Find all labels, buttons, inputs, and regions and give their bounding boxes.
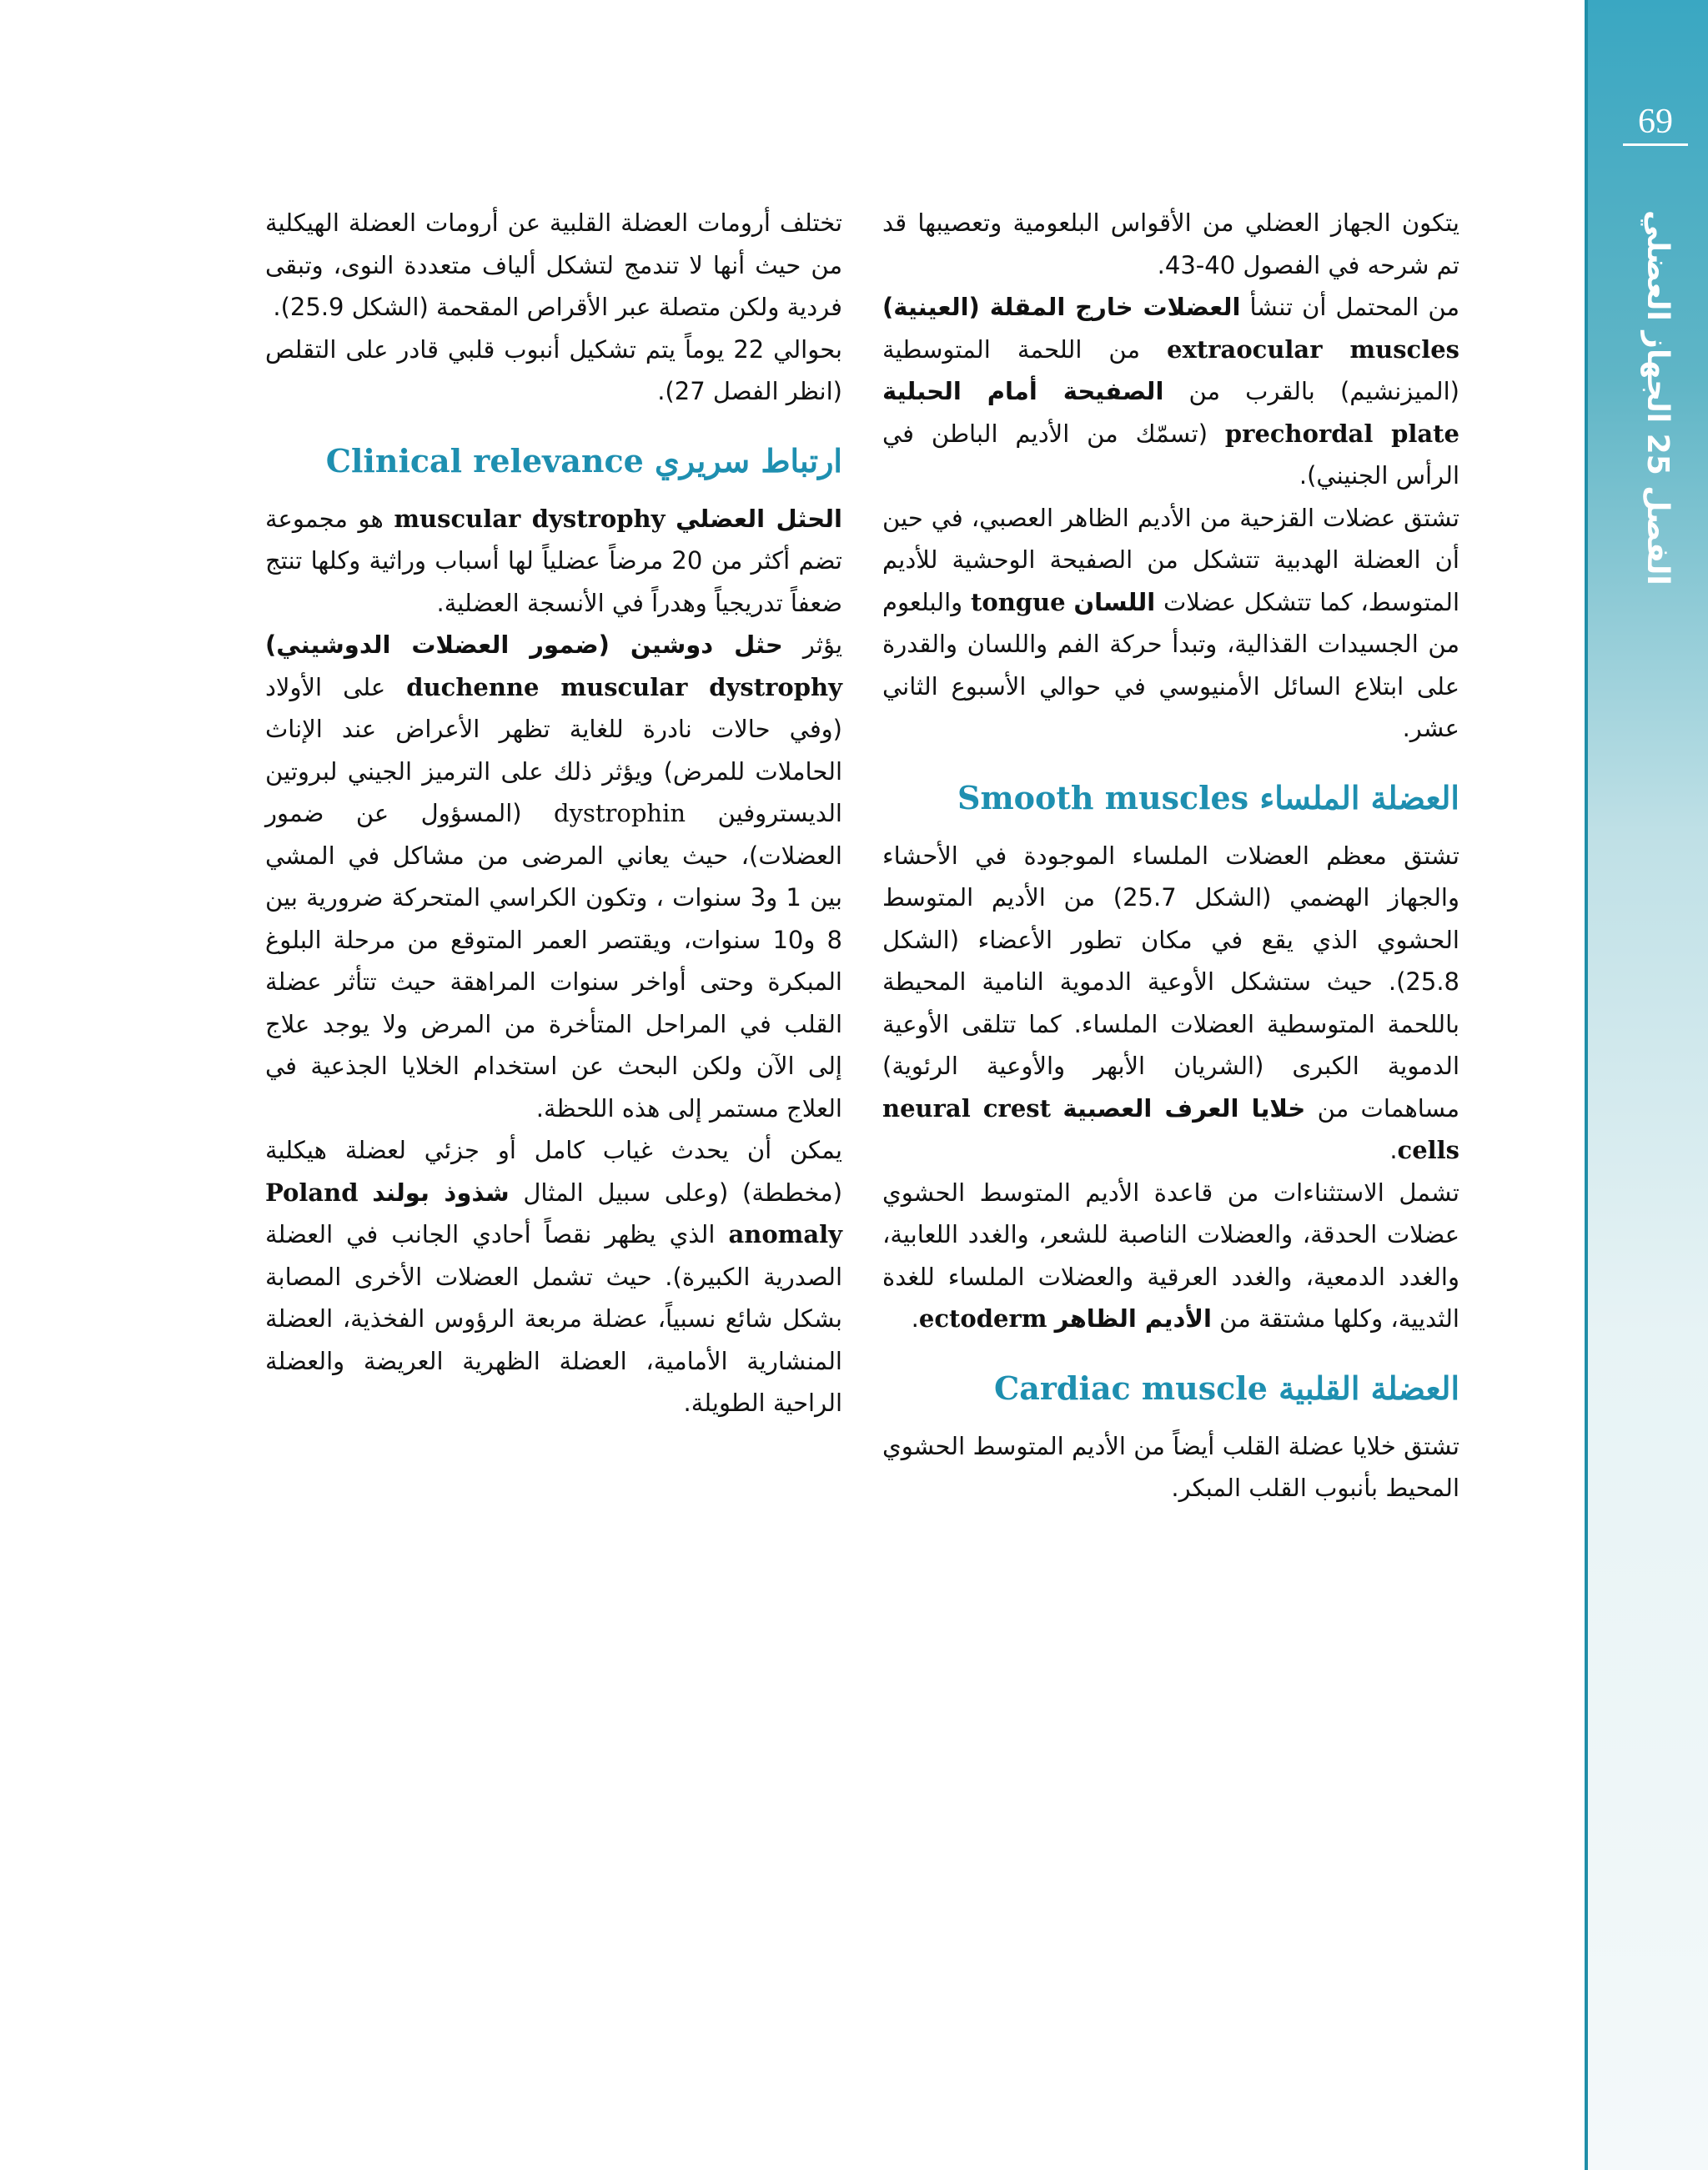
section-heading-clinical-relevance: ارتباط سريري Clinical relevance — [325, 441, 842, 480]
section-heading-smooth-muscles: العضلة الملساء Smooth muscles — [957, 778, 1459, 816]
paragraph: بحوالي 22 يوماً يتم تشكيل أنبوب قلبي قادر على التقلص (انظر الفصل 27). — [265, 334, 842, 405]
chapter-title: الفصل 25 الجهاز العضلي — [1640, 210, 1675, 585]
section-heading-cardiac-muscle: العضلة القلبية Cardiac muscle — [994, 1369, 1459, 1407]
paragraph: تشتق عضلات القزحية من الأديم الظاهر العصبي، في حين أن العضلة الهدبية تتشكل من الصفيحة الوحشية للأديم المتوسط، كما تتشكل عضلات اللسان tongue والبلعوم من الجسيدات القذالية، وتبدأ حركة الفم واللسان والقدرة على ابتلاع السائل الأمنيوسي في حوالي الأسبوع الثاني عشر. — [882, 503, 1459, 742]
paragraph: يتكون الجهاز العضلي من الأقواس البلعومية وتعصيبها قد تم شرحه في الفصول 40-43. — [882, 208, 1459, 279]
page-number: 69 — [1623, 102, 1688, 146]
paragraph: تشمل الاستثناءات من قاعدة الأديم المتوسط الحشوي عضلات الحدقة، والعضلات الناصبة للشعر، والغدد اللعابية، والغدد الدمعية، والغدد العرقية والعضلات الملساء للغدة الثديية، وكلها مشتقة من الأديم الظاهر ectoderm. — [882, 1178, 1459, 1333]
sidebar-rule — [1585, 0, 1588, 2170]
paragraph: تختلف أرومات العضلة القلبية عن أرومات العضلة الهيكلية من حيث أنها لا تندمج لتشكل ألياف متعددة النوى، وتبقى فردية ولكن متصلة عبر الأقراص المقحمة (الشكل 25.9). — [265, 208, 842, 321]
paragraph: يمكن أن يحدث غياب كامل أو جزئي لعضلة هيكلية (مخططة) (وعلى سبيل المثال شذوذ بولند Poland anomaly الذي يظهر نقصاً أحادي الجانب في العضلة الصدرية الكبيرة). حيث تشمل العضلات الأخرى المصابة بشكل شائع نسبياً، عضلة مربعة الرؤوس الفخذية، العضلة المنشارية الأمامية، العضلة الظهرية العريضة والعضلة الراحية الطويلة. — [265, 1136, 843, 1417]
left-column — [265, 202, 842, 1424]
right-column — [882, 202, 1459, 1509]
paragraph: من المحتمل أن تنشأ العضلات خارج المقلة (العينية) extraocular muscles من اللحمة المتوسطية (الميزنشيم) بالقرب من الصفيحة أمام الحبلية prechordal plate (تسمّك من الأديم الباطن في الرأس الجنيني). — [882, 293, 1460, 490]
paragraph: تشتق معظم العضلات الملساء الموجودة في الأحشاء والجهاز الهضمي (الشكل 25.7) من الأديم المتوسط الحشوي الذي يقع في مكان تطور الأعضاء (الشكل 25.8). حيث ستشكل الأوعية الدموية النامية المحيطة باللحمة المتوسطية العضلات الملساء. كما تتلقى الأوعية الدموية الكبرى (الشريان الأبهر والأوعية الرئوية) مساهمات من خلايا العرف العصبية neural crest cells. — [882, 841, 1459, 1164]
paragraph: يؤثر حثل دوشين (ضمور العضلات الدوشيني) duchenne muscular dystrophy على الأولاد (وفي حالات نادرة للغاية تظهر الأعراض عند الإناث الحاملات للمرض) ويؤثر ذلك على الترميز الجيني لبروتين الديستروفين dystrophin (المسؤول عن ضمور العضلات)، حيث يعاني المرضى من مشاكل في المشي بين 1 و3 سنوات ، وتكون الكراسي المتحركة ضرورية بين 8 و10 سنوات، ويقتصر العمر المتوقع من مرحلة البلوغ المبكرة وحتى أواخر سنوات المراهقة حيث تتأثر عضلة القلب في المراحل المتأخرة من المرض ولا يوجد علاج إلى الآن ولكن البحث عن استخدام الخلايا الجذعية في العلاج مستمر إلى هذه اللحظة. — [265, 630, 843, 1123]
paragraph: الحثل العضلي muscular dystrophy هو مجموعة تضم أكثر من 20 مرضاً عضلياً لها أسباب وراثية وكلها تنتج ضعفاً تدريجياً وهدراً في الأنسجة العضلية. — [265, 504, 842, 617]
paragraph: تشتق خلايا عضلة القلب أيضاً من الأديم المتوسط الحشوي المحيط بأنبوب القلب المبكر. — [882, 1431, 1459, 1502]
